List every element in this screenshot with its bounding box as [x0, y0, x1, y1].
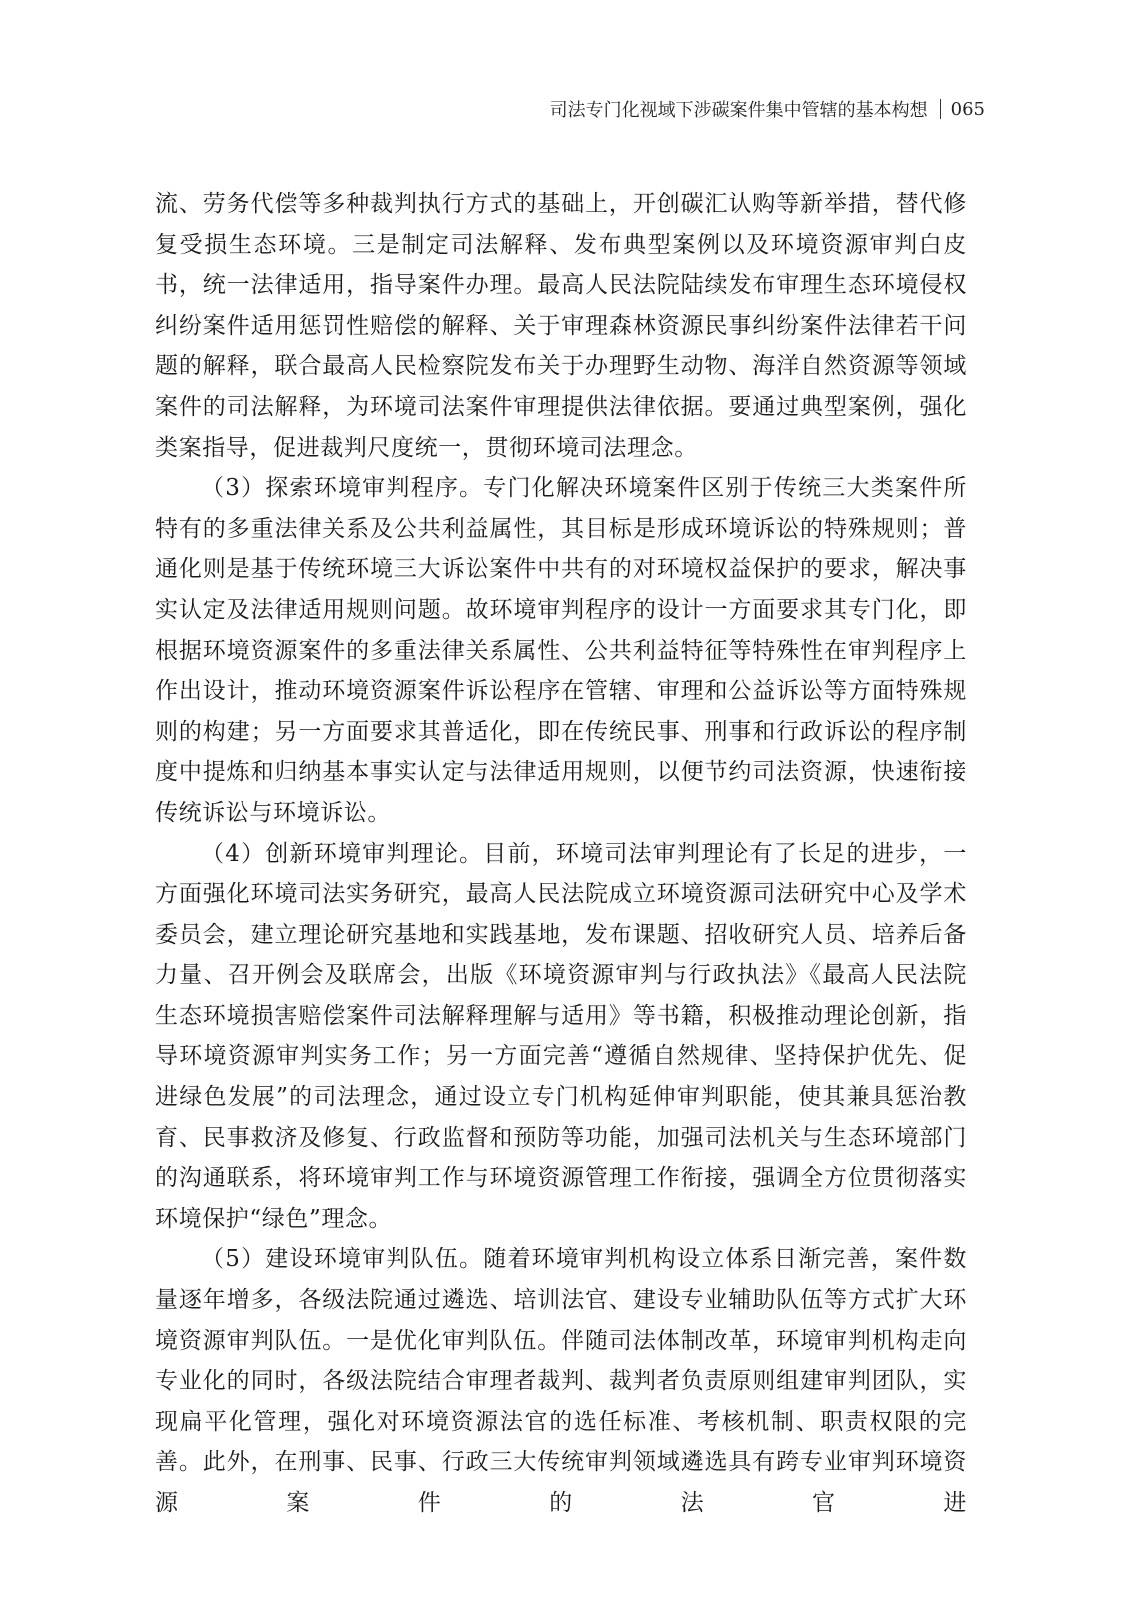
paragraph-trial-theory: （4）创新环境审判理论。目前，环境司法审判理论有了长足的进步，一方面强化环境司法实务研究，最高人民法院成立环境资源司法研究中心及学术委员会，建立理论研究基地和实践基地，发布课题、招收研究人员、培养后备力量、召开例会及联席会，出版《环境资源审判与行政执法》《最高人民法院生态环境损害赔偿案件司法解释理解与适用》等书籍，积极推动理论创新，指导环境资源审判实务工作；另一方面完善“遵循自然规律、坚持保护优先、促进绿色发展”的司法理念，通过设立专门机构延伸审判职能，使其兼具惩治教育、民事救济及修复、行政监督和预防等功能，加强司法机关与生态环境部门的沟通联系，将环境审判工作与环境资源管理工作衔接，强调全方位贯彻落实环境保护“绿色”理念。	[155, 840, 967, 1232]
header-divider	[940, 99, 941, 119]
paragraph-trial-procedure: （3）探索环境审判程序。专门化解决环境案件区别于传统三大类案件所特有的多重法律关系及公共利益属性，其目标是形成环境诉讼的特殊规则；普通化则是基于传统环境三大诉讼案件中共有的对环境权益保护的要求，解决事实认定及法律适用规则问题。故环境审判程序的设计一方面要求其专门化，即根据环境资源案件的多重法律关系属性、公共利益特征等特殊性在审判程序上作出设计，推动环境资源案件诉讼程序在管辖、审理和公益诉讼等方面特殊规则的构建；另一方面要求其普适化，即在传统民事、刑事和行政诉讼的程序制度中提炼和归纳基本事实认定与法律适用规则，以便节约司法资源，快速衔接传统诉讼与环境诉讼。	[155, 475, 967, 826]
page-number: 065	[950, 98, 985, 120]
running-header	[550, 96, 985, 122]
paragraph-trial-team: （5）建设环境审判队伍。随着环境审判机构设立体系日渐完善，案件数量逐年增多，各级法院通过遴选、培训法官、建设专业辅助队伍等方式扩大环境资源审判队伍。一是优化审判队伍。伴随司法体制改革，环境审判机构走向专业化的同时，各级法院结合审理者裁判、裁判者负责原则组建审判团队，实现扁平化管理，强化对环境资源法官的选任标准、考核机制、职责权限的完善。此外，在刑事、民事、行政三大传统审判领域遴选具有跨专业审判环境资源案件的法官进	[155, 1246, 967, 1516]
body-text	[155, 184, 967, 1524]
running-header-title: 司法专门化视域下涉碳案件集中管辖的基本构想	[549, 100, 928, 121]
paragraph-continuation: 流、劳务代偿等多种裁判执行方式的基础上，开创碳汇认购等新举措，替代修复受损生态环境。三是制定司法解释、发布典型案例以及环境资源审判白皮书，统一法律适用，指导案件办理。最高人民法院陆续发布审理生态环境侵权纠纷案件适用惩罚性赔偿的解释、关于审理森林资源民事纠纷案件法律若干问题的解释，联合最高人民检察院发布关于办理野生动物、海洋自然资源等领域案件的司法解释，为环境司法案件审理提供法律依据。要通过典型案例，强化类案指导，促进裁判尺度统一，贯彻环境司法理念。	[155, 191, 967, 461]
